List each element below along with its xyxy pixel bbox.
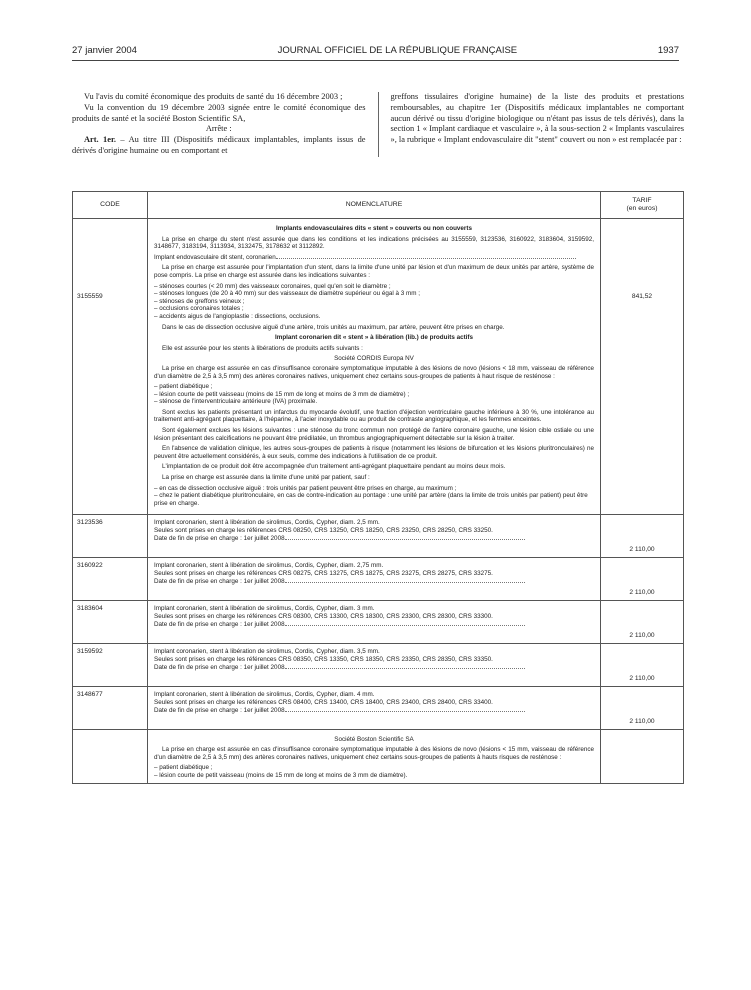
intro-paragraph: Vu la convention du 19 décembre 2003 signée entre le comité économique des produits de santé et la société Boston Scientific SA,: [72, 102, 366, 123]
product-desc: Implant coronarien, stent à libération de sirolimus, Cordis, Cypher, diam. 3,5 mm.: [154, 648, 380, 656]
article-text: – Au titre III (Dispositifs médicaux implantables, implants issus de dérivés d'origine humaine ou en comportant et: [72, 135, 366, 155]
company-name: Société Boston Scientific SA: [334, 736, 414, 744]
header-journal: JOURNAL OFFICIEL DE LA RÉPUBLIQUE FRANÇAISE: [277, 44, 518, 56]
product-refs: Seules sont prises en charge les références CRS 08300, CRS 13300, CRS 18300, CRS 23300, CRS 28300, CRS 33300.: [154, 613, 493, 620]
paragraph: Dans le cas de dissection occlusive aiguë d'une artère, trois unités au maximum, par artère, peuvent être prises en charge.: [162, 323, 505, 331]
product-end-date-line: [154, 578, 594, 586]
tarif-value: 2 110,00: [601, 558, 684, 601]
product-end-date: Date de fin de prise en charge : 1er juillet 2008: [154, 663, 285, 671]
product-refs: Seules sont prises en charge les références CRS 08350, CRS 13350, CRS 18350, CRS 23350, CRS 28350, CRS 33350.: [154, 656, 493, 663]
section-title: Implants endovasculaires dits « stent » couverts ou non couverts: [276, 225, 472, 232]
tarif-unit: (en euros): [626, 205, 658, 212]
header-date: 27 janvier 2004: [72, 44, 137, 56]
paragraph: L'implantation de ce produit doit être accompagnée d'un traitement anti-agrégant plaquettaire pendant au moins deux mois.: [162, 463, 506, 471]
code-value: 3160922: [73, 558, 148, 601]
intro-text: [72, 92, 684, 157]
col-header-code: CODE: [73, 192, 148, 219]
dot-leader: [285, 668, 525, 669]
list-item: – chez le patient diabétique pluritronculaire, en cas de contre-indication au pontage : une unité par artère (dans la limite de trois unités par patient) peut être prise en charge.: [154, 492, 588, 507]
nomenclature-cell: [148, 515, 601, 558]
table-row: [73, 601, 684, 644]
intro-right-column: [391, 92, 685, 157]
tarif-value: 2 110,00: [601, 601, 684, 644]
list-item: – occlusions coronaires totales ;: [154, 305, 244, 313]
paragraph: La prise en charge est assurée dans la limite d'une unité par patient, sauf :: [162, 474, 370, 482]
code-value: 3183604: [73, 601, 148, 644]
dot-leader: [276, 258, 576, 259]
tarif-value: 2 110,00: [601, 515, 684, 558]
list-item: – patient diabétique ;: [154, 383, 213, 391]
paragraph: La prise en charge est assurée en cas d'insuffisance coronaire symptomatique imputable à des lésions de novo (lésions < 15 mm, vaisseau de référence d'un diamètre de 2,5 à 3,5 mm) des artères coronaires natives, uniquement chez certains sous-groupes de patients à hauts risques de resténose :: [154, 746, 594, 761]
product-end-date-line: [154, 535, 594, 543]
nomenclature-cell: [148, 687, 601, 730]
paragraph: La prise en charge est assurée pour l'implantation d'un stent, dans la limite d'une unité par lésion et d'un maximum de deux unités par artère, système de pose compris. La prise en charge est assurée dans les indications suivantes :: [154, 264, 594, 279]
table-header-row: [73, 192, 684, 219]
tarif-cell: [601, 730, 684, 784]
paragraph: La prise en charge du stent n'est assurée que dans les conditions et les indications précisées au 3155559, 3123536, 3160922, 3183604, 3159592, 3148677, 3183194, 3113934, 3132475, 3178632 et 3112892.: [154, 235, 594, 251]
section-title: Implant coronarien dit « stent » à libération (lib.) de produits actifs: [274, 334, 474, 342]
list-item: – patient diabétique ;: [154, 764, 213, 772]
nomenclature-cell: [148, 644, 601, 687]
risk-list: [154, 383, 594, 406]
article-label: Art. 1er.: [84, 135, 117, 145]
intro-paragraph: Vu l'avis du comité économique des produits de santé du 16 décembre 2003 ;: [84, 92, 343, 101]
product-end-date-line: [154, 664, 594, 672]
table-row: [73, 515, 684, 558]
column-divider: [378, 92, 379, 157]
table-row: [73, 730, 684, 784]
dot-leader: [285, 711, 525, 712]
paragraph: Sont exclus les patients présentant un infarctus du myocarde évolutif, une fraction d'éjection ventriculaire gauche inférieure à 30 %, une intolérance au traitement anti-agrégant plaquettaire, à l'héparine, à l'acier inoxydable ou au produit de contraste angiographique, et les femmes enceintes.: [154, 408, 594, 424]
nomenclature-cell: [148, 730, 601, 784]
product-desc: Implant coronarien, stent à libération de sirolimus, Cordis, Cypher, diam. 3 mm.: [154, 605, 375, 613]
product-desc: Implant coronarien, stent à libération de sirolimus, Cordis, Cypher, diam. 2,5 mm.: [154, 519, 380, 527]
table-row: [73, 558, 684, 601]
list-item: – lésion courte de petit vaisseau (moins de 15 mm de long et moins de 3 mm de diamètre).: [154, 771, 408, 779]
company-name: Société CORDIS Europa NV: [334, 355, 414, 363]
paragraph: Sont également exclues les lésions suivantes : une sténose du tronc commun non protégé de l'artère coronaire gauche, une lésion cible ostiale ou une lésion présentant des calcifications ne pouvant être prédilatée, un thrombus angiographiquement détectable sur la lésion à traiter.: [154, 427, 594, 442]
list-item: – sténose de l'interventriculaire antérieure (IVA) proximale.: [154, 398, 318, 406]
product-end-date: Date de fin de prise en charge : 1er juillet 2008: [154, 577, 285, 585]
product-end-date-line: [154, 621, 594, 629]
code-value: 3148677: [73, 687, 148, 730]
product-end-date-line: [154, 707, 594, 715]
indication-list: [154, 283, 594, 321]
header-rule: [72, 60, 679, 61]
table-row: [73, 219, 684, 515]
list-item: – sténoses courtes (< 20 mm) des vaisseaux coronaires, quel qu'en soit le diamètre ;: [154, 282, 391, 290]
header-page-number: 1937: [657, 44, 679, 56]
code-value: 3123536: [73, 515, 148, 558]
col-header-tarif: [601, 192, 684, 219]
dot-leader: [285, 539, 525, 540]
dot-leader: [285, 582, 525, 583]
code-cell: [73, 219, 148, 515]
dot-leader: [285, 625, 525, 626]
item-line: [154, 254, 594, 262]
item-text: Implant endovasculaire dit stent, coronarien: [154, 253, 276, 261]
list-item: – accidents aigus de l'angioplastie : dissections, occlusions.: [154, 312, 321, 320]
list-item: – en cas de dissection occlusive aiguë : trois unités par patient peuvent être prises en charge, au maximum ;: [154, 484, 457, 492]
code-value: 3159592: [73, 644, 148, 687]
nomenclature-table: [72, 191, 684, 784]
intro-left-column: [72, 92, 366, 157]
exception-list: [154, 485, 594, 508]
nomenclature-cell: [148, 558, 601, 601]
product-end-date: Date de fin de prise en charge : 1er juillet 2008: [154, 620, 285, 628]
paragraph: La prise en charge est assurée en cas d'insuffisance coronaire symptomatique imputable à des lésions de novo (lésions < 18 mm, vaisseau de référence d'un diamètre de 2,5 à 3,5 mm) des artères coronaires natives, uniquement chez certains sous-groupes de patients à haut risque de resténose :: [154, 364, 594, 380]
code-value: 3155559: [77, 293, 103, 300]
product-end-date: Date de fin de prise en charge : 1er juillet 2008: [154, 706, 285, 714]
list-item: – sténoses de greffons veineux ;: [154, 297, 245, 305]
nomenclature-cell: [148, 601, 601, 644]
col-header-nomenclature: NOMENCLATURE: [148, 192, 601, 219]
article-1: [72, 135, 366, 157]
list-item: – lésion courte de petit vaisseau (moins de 15 mm de long et moins de 3 mm de diamètre) ;: [154, 390, 410, 398]
tarif-cell: [601, 219, 684, 515]
tarif-value: 841,52: [631, 293, 653, 300]
intro-paragraph: greffons tissulaires d'origine humaine) de la liste des produits et prestations remboursables, au chapitre 1er (Dispositifs médicaux implantables ne comportant aucun dérivé ou tissu d'origine biologique ou n'étant pas issus de tels dérivés), dans la section 1 « Implant cardiaque et vasculaire », à la sous-section 2 « Implants vasculaires », la rubrique « Implant endovasculaire dit "stent" couvert ou non » est remplacée par :: [390, 92, 685, 145]
table-row: [73, 644, 684, 687]
nomenclature-cell: [148, 219, 601, 515]
tarif-value: 2 110,00: [601, 687, 684, 730]
arrete-label: Arrête :: [205, 124, 232, 134]
page-header: [72, 43, 679, 57]
paragraph: En l'absence de validation clinique, les autres sous-groupes de patients à risque (notamment les lésions de bifurcation et les lésions pluritronculaires) ne peuvent être actuellement considérés, à eux seuls, comme des indications à l'utilisation de ce produit.: [154, 445, 594, 460]
product-desc: Implant coronarien, stent à libération de sirolimus, Cordis, Cypher, diam. 4 mm.: [154, 691, 375, 699]
product-refs: Seules sont prises en charge les références CRS 08400, CRS 13400, CRS 18400, CRS 23400, CRS 28400, CRS 33400.: [154, 699, 493, 706]
code-cell: [73, 730, 148, 784]
paragraph: Elle est assurée pour les stents à libérations de produits actifs suivants :: [162, 344, 363, 352]
product-desc: Implant coronarien, stent à libération de sirolimus, Cordis, Cypher, diam. 2,75 mm.: [154, 562, 384, 570]
tarif-label: TARIF: [632, 197, 652, 205]
product-refs: Seules sont prises en charge les références CRS 08250, CRS 13250, CRS 18250, CRS 23250, CRS 28250, CRS 33250.: [154, 527, 493, 534]
product-end-date: Date de fin de prise en charge : 1er juillet 2008: [154, 534, 285, 542]
table-row: [73, 687, 684, 730]
tarif-value: 2 110,00: [601, 644, 684, 687]
product-refs: Seules sont prises en charge les références CRS 08275, CRS 13275, CRS 18275, CRS 23275, CRS 28275, CRS 33275.: [154, 570, 493, 577]
list-item: – sténoses longues (de 20 à 40 mm) sur des vaisseaux de diamètre supérieur ou égal à 3 mm ;: [154, 290, 421, 298]
